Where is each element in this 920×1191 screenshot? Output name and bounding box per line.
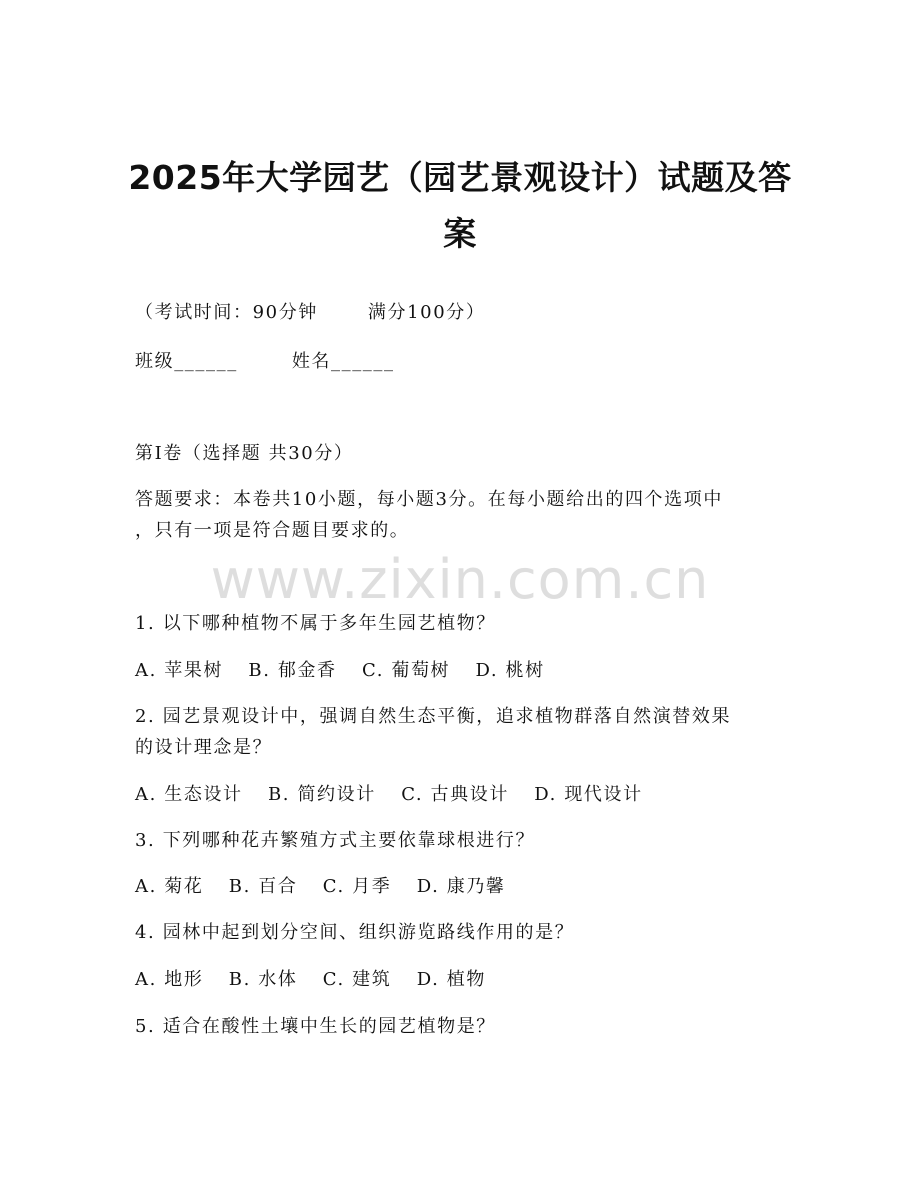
question-4: 4. 园林中起到划分空间、组织游览路线作用的是？ [135, 922, 575, 943]
option-a: A. 苹果树 [135, 660, 224, 681]
option-b: B. 郁金香 [248, 660, 337, 681]
watermark: www.zixin.com.cn [210, 548, 710, 611]
option-d: D. 现代设计 [534, 784, 643, 805]
option-d: D. 康乃馨 [416, 876, 506, 897]
question-4-options [135, 967, 486, 993]
instructions-line-2: ，只有一项是符合题目要求的。 [135, 520, 410, 541]
option-c: C. 古典设计 [401, 784, 509, 805]
exam-info [135, 300, 485, 326]
title-line-2: 案 [443, 214, 477, 253]
option-c: C. 建筑 [322, 969, 392, 990]
option-c: C. 月季 [322, 876, 392, 897]
option-d: D. 植物 [416, 969, 486, 990]
option-b: B. 水体 [228, 969, 298, 990]
exam-time: （考试时间：90分钟 [135, 302, 318, 323]
option-a: A. 菊花 [135, 876, 204, 897]
class-field: 班级______ [135, 351, 238, 372]
option-b: B. 百合 [228, 876, 298, 897]
name-field: 姓名______ [291, 351, 395, 372]
question-2-line-1: 2. 园艺景观设计中，强调自然生态平衡，追求植物群落自然演替效果 [135, 706, 732, 727]
option-a: A. 生态设计 [135, 784, 243, 805]
title-line-1: 2025年大学园艺（园艺景观设计）试题及答 [128, 158, 792, 197]
exam-score: 满分100分） [367, 302, 486, 323]
section-header: 第I卷（选择题 共30分） [135, 443, 354, 464]
question-3: 3. 下列哪种花卉繁殖方式主要依靠球根进行？ [135, 830, 536, 851]
question-1-options [135, 658, 545, 684]
option-b: B. 简约设计 [267, 784, 376, 805]
option-d: D. 桃树 [475, 660, 545, 681]
student-fields [135, 349, 395, 375]
document-title [0, 150, 920, 262]
instructions-line-1: 答题要求：本卷共10小题，每小题3分。在每小题给出的四个选项中 [135, 489, 723, 510]
question-2-options [135, 782, 643, 808]
question-3-options [135, 874, 506, 900]
option-c: C. 葡萄树 [361, 660, 451, 681]
option-a: A. 地形 [135, 969, 204, 990]
question-1: 1. 以下哪种植物不属于多年生园艺植物？ [135, 613, 496, 634]
question-5: 5. 适合在酸性土壤中生长的园艺植物是？ [135, 1016, 496, 1037]
question-2-line-2: 的设计理念是？ [135, 737, 273, 758]
